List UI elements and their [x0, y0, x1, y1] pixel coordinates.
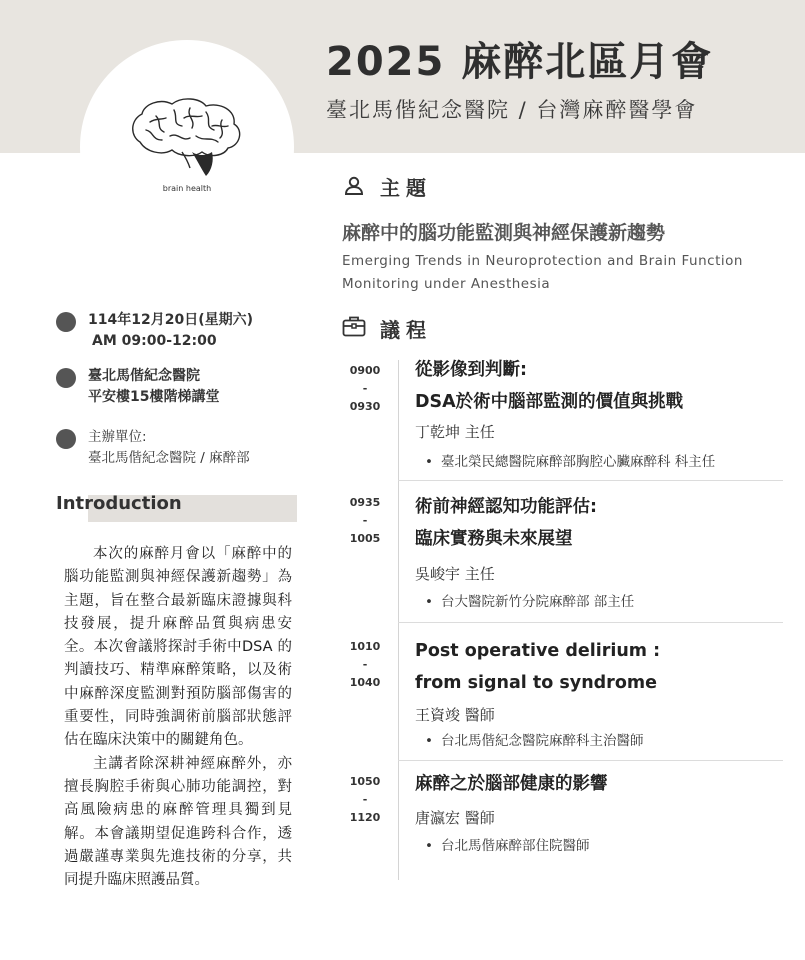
intro-heading: Introduction [56, 493, 182, 514]
agenda-affiliation-1: • 臺北榮民總醫院麻醉部胸腔心臟麻醉科 科主任 [425, 450, 715, 470]
agenda-timeline [398, 360, 399, 880]
agenda-time-2: 0935 - 1005 [349, 496, 381, 545]
agenda-time-4: 1050 - 1120 [349, 775, 381, 824]
venue-line1: 臺北馬偕紀念醫院 [88, 368, 200, 384]
agenda-affiliation-4: • 台北馬偕麻醉部住院醫師 [425, 834, 589, 854]
agenda-speaker-1: 丁乾坤 主任 [415, 423, 495, 441]
agenda-divider [398, 480, 783, 481]
person-icon [344, 176, 364, 196]
agenda-title-4: 麻醉之於腦部健康的影響 [415, 774, 608, 794]
agenda-speaker-2: 吳峻宇 主任 [415, 565, 495, 583]
agenda-time-3: 1010 - 1040 [349, 640, 381, 689]
agenda-speaker-3: 王資竣 醫師 [415, 706, 495, 724]
bullet-dot [56, 312, 76, 332]
topic-section-title: 主題 [380, 176, 432, 200]
agenda-divider [398, 622, 783, 623]
logo-caption: brain health [162, 184, 212, 193]
intro-body [64, 543, 292, 892]
topic-en: Emerging Trends in Neuroprotection and Brain Function Monitoring under Anesthesia [342, 253, 743, 292]
intro-paragraph-2: 主講者除深耕神經麻醉外，亦擅長胸腔手術與心肺功能調控，對高風險病患的麻醉管理具獨到見解。本會議期望促進跨科合作，透過嚴謹專業與先進技術的分享，共同提升臨床照護品質。 [64, 755, 292, 889]
brain-icon [126, 96, 248, 178]
agenda-time-1: 0900 - 0930 [349, 364, 381, 413]
intro-paragraph-1: 本次的麻醉月會以「麻醉中的腦功能監測與神經保護新趨勢」為主題，旨在整合最新臨床證據與科技發展，提升麻醉品質與病患安全。本次會議將探討手術中DSA 的判讀技巧、精準麻醉策略，以及術中麻醉深度監測對預防腦部傷害的重要性，同時強調術前腦部狀態評估在臨床決策中的關鍵角色。 [64, 546, 292, 749]
page-subtitle: 臺北馬偕紀念醫院 / 台灣麻醉醫學會 [326, 98, 698, 122]
venue-line2: 平安樓15樓階梯講堂 [88, 389, 220, 405]
agenda-title-3: Post operative delirium : from signal to syndrome [415, 641, 661, 693]
agenda-section-title: 議程 [380, 318, 432, 342]
briefcase-icon [342, 315, 366, 337]
event-date: 114年12月20日(星期六) [88, 312, 253, 328]
agenda-affiliation-3: • 台北馬偕紀念醫院麻醉科主治醫師 [425, 729, 643, 749]
agenda-title-2: 術前神經認知功能評估: 臨床實務與未來展望 [415, 497, 597, 549]
agenda-title-1: 從影像到判斷: DSA於術中腦部監測的價值與挑戰 [415, 360, 684, 412]
bullet-dot [56, 429, 76, 449]
host-label: 主辦單位: [88, 429, 147, 445]
agenda-affiliation-2: • 台大醫院新竹分院麻醉部 部主任 [425, 590, 634, 610]
agenda-divider [398, 760, 783, 761]
page-title: 2025 麻醉北區月會 [326, 39, 714, 85]
topic-zh: 麻醉中的腦功能監測與神經保護新趨勢 [342, 222, 666, 244]
agenda-speaker-4: 唐瀛宏 醫師 [415, 809, 495, 827]
host-value: 臺北馬偕紀念醫院 / 麻醉部 [88, 450, 250, 466]
bullet-dot [56, 368, 76, 388]
logo [80, 40, 294, 254]
event-time: AM 09:00-12:00 [92, 333, 217, 349]
